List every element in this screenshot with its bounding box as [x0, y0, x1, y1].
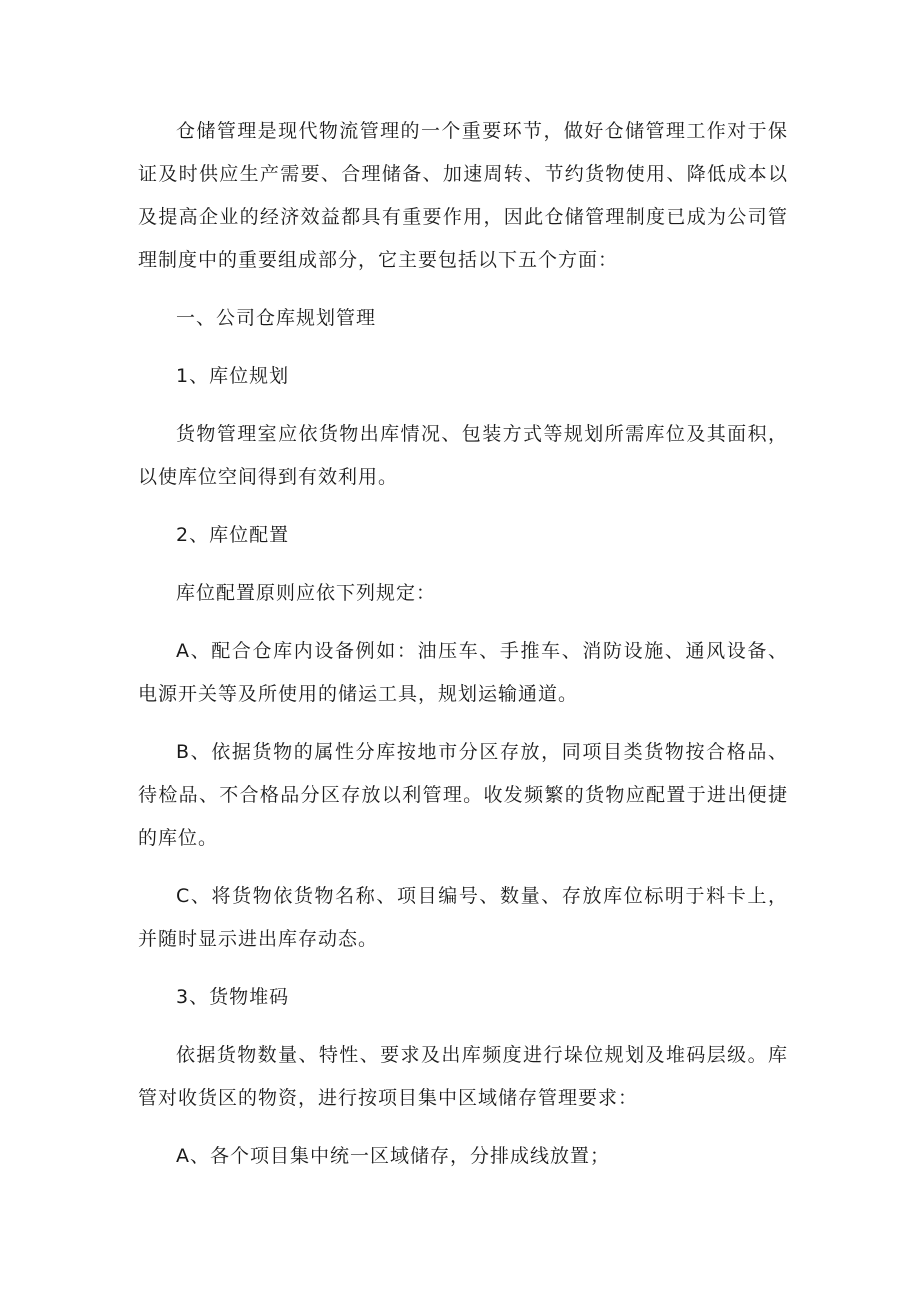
rule-c-paragraph: C、将货物依货物名称、项目编号、数量、存放库位标明于料卡上，并随时显示进出库存动态。: [138, 885, 788, 950]
subheading-stacking: 3、货物堆码: [176, 986, 290, 1008]
allocation-rules-paragraph: 库位配置原则应依下列规定：: [176, 582, 437, 604]
stacking-paragraph: 依据货物数量、特性、要求及出库频度进行垛位规划及堆码层级。库管对收货区的物资，进行按项目集中区域储存管理要求：: [138, 1044, 788, 1109]
subheading-location-planning: 1、库位规划: [176, 365, 290, 387]
subheading-location-allocation: 2、库位配置: [176, 524, 290, 546]
stacking-rule-a-paragraph: A、各个项目集中统一区域储存，分排成线放置；: [176, 1145, 610, 1167]
intro-paragraph: 仓储管理是现代物流管理的一个重要环节，做好仓储管理工作对于保证及时供应生产需要、合理储备、加速周转、节约货物使用、降低成本以及提高企业的经济效益都具有重要作用，因此仓储管理制度已成为公司管理制度中的重要组成部分，它主要包括以下五个方面：: [138, 120, 788, 271]
location-planning-paragraph: 货物管理室应依货物出库情况、包装方式等规划所需库位及其面积，以使库位空间得到有效利用。: [138, 423, 788, 488]
rule-a-paragraph: A、配合仓库内设备例如：油压车、手推车、消防设施、通风设备、电源开关等及所使用的储运工具，规划运输通道。: [138, 640, 788, 705]
document-body: [138, 110, 788, 1193]
rule-b-paragraph: B、依据货物的属性分库按地市分区存放，同项目类货物按合格品、待检品、不合格品分区存放以利管理。收发频繁的货物应配置于进出便捷的库位。: [138, 741, 788, 849]
section-heading-warehouse-planning: 一、公司仓库规划管理: [176, 307, 377, 329]
